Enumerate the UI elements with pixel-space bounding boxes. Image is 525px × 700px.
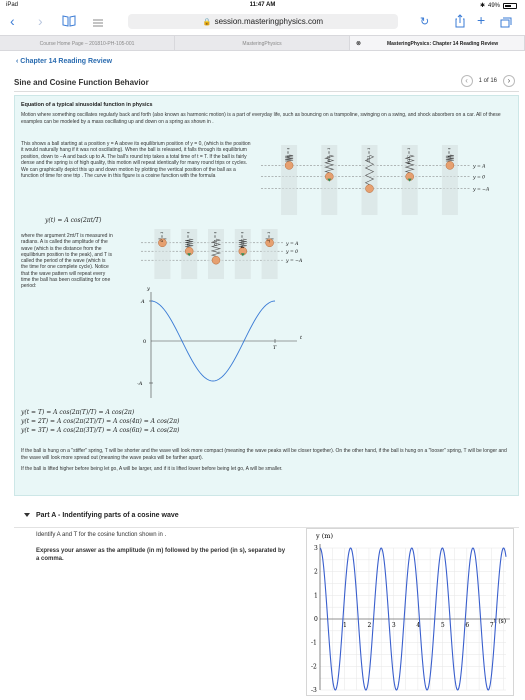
time-label: t = T/2 — [366, 148, 372, 163]
equation-2: y(t = 2T) = A cos(2π(2T)/T) = A cos(4π) = A cos(2π) — [21, 418, 180, 425]
tab-course-home[interactable] — [0, 36, 175, 50]
ball — [285, 161, 293, 169]
y-tick-label: -1 — [311, 639, 317, 647]
legend-label: y = A — [473, 164, 486, 170]
bookmarks-icon[interactable] — [62, 14, 76, 30]
tab-masteringphysics[interactable] — [175, 36, 350, 50]
ball — [212, 256, 220, 264]
browser-tabs — [0, 35, 525, 51]
tab-chapter-14[interactable] — [350, 36, 525, 50]
graph-ylabel: y (m) — [316, 532, 333, 540]
part-a-label: Part A - Indentifying parts of a cosine wave — [36, 512, 179, 519]
legend-label: y = −A — [473, 187, 490, 193]
collapse-icon — [24, 513, 30, 517]
tab-label: Course Home Page – 201810-PH-105-001 — [39, 41, 135, 47]
page-count: 1 of 16 — [478, 78, 497, 84]
prev-page-button[interactable]: ‹ — [461, 75, 473, 87]
time-label: t = T — [446, 148, 452, 159]
equation-1: y(t = T) = A cos(2π(T)/T) = A cos(2π) — [21, 409, 135, 416]
spring-figure-2 — [135, 223, 315, 283]
lock-icon: 🔒 — [202, 19, 212, 26]
ball — [366, 185, 374, 193]
graph-xlabel: t (s) — [494, 618, 507, 625]
legend-label: y = 0 — [473, 175, 486, 181]
panel-heading: Equation of a typical sinusoidal function in physics — [21, 102, 153, 108]
battery-icon — [503, 3, 517, 9]
reload-icon[interactable]: ↻ — [420, 16, 430, 28]
legend-label: y = A — [286, 241, 299, 247]
pager — [461, 75, 515, 87]
x-tick-label: 2 — [367, 622, 372, 629]
legend-label: y = −A — [286, 259, 303, 265]
address-bar[interactable] — [128, 14, 398, 29]
part-a-toggle[interactable] — [24, 512, 179, 519]
new-tab-icon[interactable]: + — [477, 12, 486, 28]
answer-instruction: Express your answer as the amplitude (in m) followed by the period (in s), separated by a comma. — [36, 548, 286, 562]
y-tick-label: 3 — [314, 545, 318, 552]
equation-3: y(t = 3T) = A cos(2π(3T)/T) = A cos(6π) = A cos(2π) — [21, 427, 180, 434]
legend-label: y = 0 — [286, 250, 299, 256]
cos-ylabel: y — [147, 286, 150, 292]
cos-T-label: T — [273, 345, 277, 351]
cosine-plot — [125, 286, 305, 401]
y-tick-label: 1 — [314, 592, 318, 600]
intro-text: Motion where something oscillates regularly back and forth (also known as harmonic motion) is a part of everyday life, such as bouncing on a trampoline, swinging on a swing, and shock absorbers on a car. All of these examples can be modeled by a mass oscillating up and down on a spring as shown in . — [21, 112, 501, 125]
time-label: t = T/4 — [186, 232, 192, 247]
tab-label: MasteringPhysics: Chapter 14 Reading Review — [386, 41, 499, 47]
argument-text: where the argument 2πt/T is measured in radians. A is called the amplitude of the wave (which is the distance from the equilibrium position to the peak), and T is called the period of the wave (which is the time for one complete cycle). Notice that the wave pattern will repeat every time the ball has been oscillating for one period: — [21, 233, 113, 290]
time-label: t = 3T/4 — [406, 148, 412, 165]
motion-text: This shows a ball starting at a position y = A above its equilibrium position of y = 0, (which is the position it would naturally hang if it was not oscillating). When the ball is released, it falls through its equilibrium position, down to −A and back up to A. The ball's round trip takes a total time of t = T. If the ball is fairly dense and the spring is of high quality, this motion will repeat identically for many round trips or cycles. We can graphically depict this up and down motion by plotting the vertical position of the ball as a function of time for one trip . The curve in this figure is a cosine function with the formula — [21, 141, 251, 180]
time-label: t = T/2 — [213, 232, 218, 247]
cos-negA-label: -A — [137, 381, 143, 387]
question-text: Identify A and T for the cosine function shown in . — [36, 532, 167, 538]
intro-panel — [14, 95, 519, 496]
time-label: t = 0 — [159, 232, 165, 243]
browser-toolbar — [0, 11, 525, 33]
status-right — [480, 2, 517, 9]
x-tick-label: 6 — [465, 622, 470, 629]
cos-A-label: A — [141, 299, 145, 305]
time-label: t = T — [266, 232, 272, 243]
url-text: session.masteringphysics.com — [214, 17, 324, 26]
periodic-equations — [21, 408, 179, 435]
battery-level: 49% — [487, 2, 500, 9]
time-label: t = 0 — [286, 148, 292, 159]
cos-xlabel: t — [300, 335, 303, 341]
amplitude-text: If the ball is lifted higher before being let go, A will be larger, and if it is lifted lower before being let go, A will be smaller. — [21, 466, 283, 472]
spring-figure-1 — [255, 139, 510, 219]
back-icon[interactable]: ‹ — [10, 13, 15, 29]
tab-label: MasteringPhysics — [242, 41, 282, 47]
title-row — [14, 72, 519, 92]
tabs-icon[interactable] — [500, 15, 512, 31]
y-tick-label: -2 — [311, 663, 317, 671]
bluetooth-icon: ✱ — [479, 3, 485, 9]
ball — [446, 161, 454, 169]
status-bar — [0, 0, 525, 11]
next-page-button[interactable]: › — [503, 75, 515, 87]
breadcrumb[interactable]: ‹ Chapter 14 Reading Review — [16, 58, 113, 65]
forward-icon[interactable]: › — [38, 13, 43, 29]
cos-zero-label: 0 — [143, 339, 147, 345]
x-tick-label: 7 — [489, 622, 494, 629]
page-title: Sine and Cosine Function Behavior — [14, 78, 149, 87]
breadcrumb-label: Chapter 14 Reading Review — [20, 58, 113, 65]
cosine-graph — [306, 528, 514, 696]
device-name: iPad — [6, 2, 19, 8]
y-tick-label: 2 — [314, 568, 318, 576]
clock: 11:47 AM — [249, 2, 276, 8]
y-tick-label: -3 — [311, 687, 317, 694]
x-tick-label: 1 — [342, 622, 347, 629]
reader-icon[interactable] — [92, 16, 104, 32]
close-tab-icon[interactable]: ⊗ — [356, 41, 362, 47]
y-tick-label: 0 — [314, 616, 318, 623]
x-tick-label: 5 — [440, 622, 445, 629]
time-label: t = 3T/4 — [239, 232, 245, 249]
stiffness-text: If the ball is hung on a "stiffer" spring, T will be shorter and the wave will look more compact (meaning the wave peaks will be closer together). On the other hand, if the ball is hung on a "looser" spring, T will be longer and the wave will look more spread out (meaning the wave peaks will be farther apart). — [21, 448, 507, 461]
time-label: t = T/4 — [326, 148, 332, 163]
share-icon[interactable] — [455, 14, 465, 31]
x-tick-label: 4 — [416, 622, 421, 629]
x-tick-label: 3 — [391, 622, 396, 629]
cosine-formula: y(t) = A cos(2πt/T) — [45, 217, 102, 224]
